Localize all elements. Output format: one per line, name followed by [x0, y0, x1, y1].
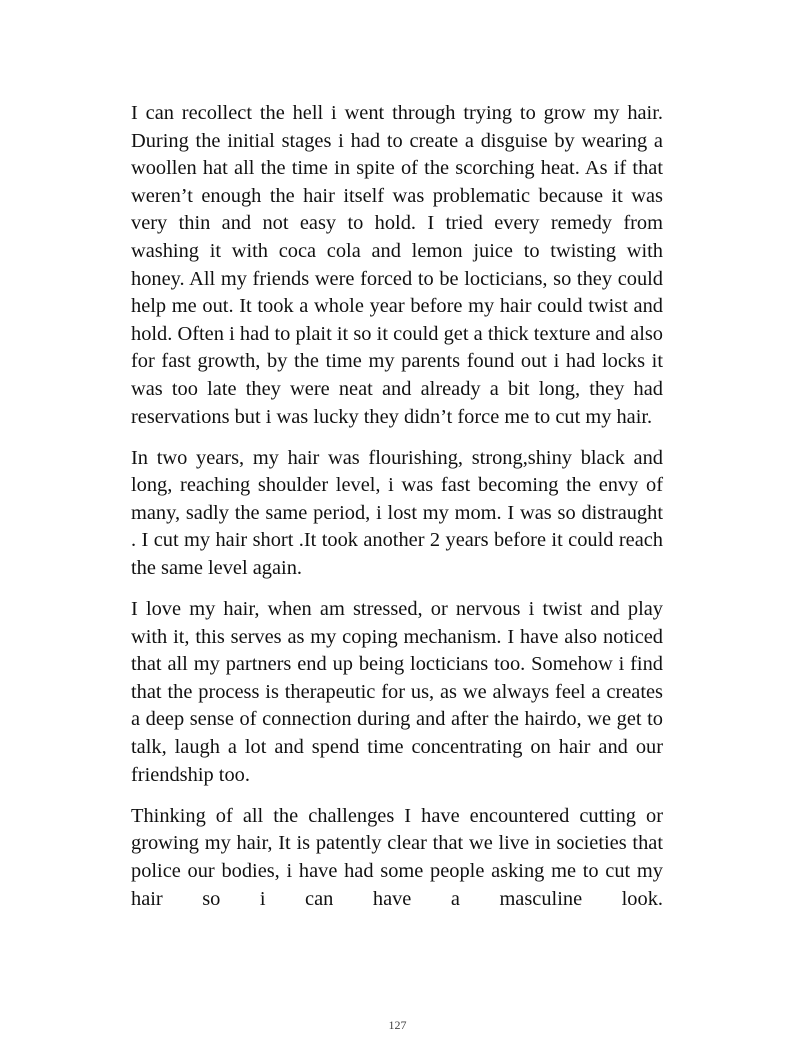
paragraph-1: I can recollect the hell i went through trying to grow my hair. During the initial stages i had to create a disguise by wearing a woollen hat all the time in spite of the scorching heat. As if that weren’t enough the hair itself was problematic because it was very thin and not easy to hold. I tried every remedy from washing it with coca cola and lemon juice to twisting with honey. All my friends were forced to be locticians, so they could help me out. It took a whole year before my hair could twist and hold. Often i had to plait it so it could get a thick texture and also for fast growth, by the time my parents found out i had locks it was too late they were neat and already a bit long, they had reservations but i was lucky they didn’t force me to cut my hair. — [131, 102, 663, 428]
paragraph-3: I love my hair, when am stressed, or nervous i twist and play with it, this serves as my coping mechanism. I have also noticed that all my partners end up being locticians too. Somehow i find that the process is therapeutic for us, as we always feel a creates a deep sense of connection during and after the hairdo, we get to talk, laugh a lot and spend time concentrating on hair and our friendship too. — [131, 598, 663, 786]
page-number: 127 — [388, 1018, 407, 1032]
paragraph-2: In two years, my hair was flourishing, strong,shiny black and long, reaching shoulder level, i was fast becoming the envy of many, sadly the same period, i lost my mom. I was so distraught . I cut my hair short .It took another 2 years before it could reach the same level again. — [131, 446, 663, 579]
body-text — [131, 100, 663, 927]
paragraph-4: Thinking of all the challenges I have encountered cutting or growing my hair, It is patently clear that we live in societies that police our bodies, i have had some people asking me to cut my hair so i can have a masculine look. — [131, 804, 663, 910]
